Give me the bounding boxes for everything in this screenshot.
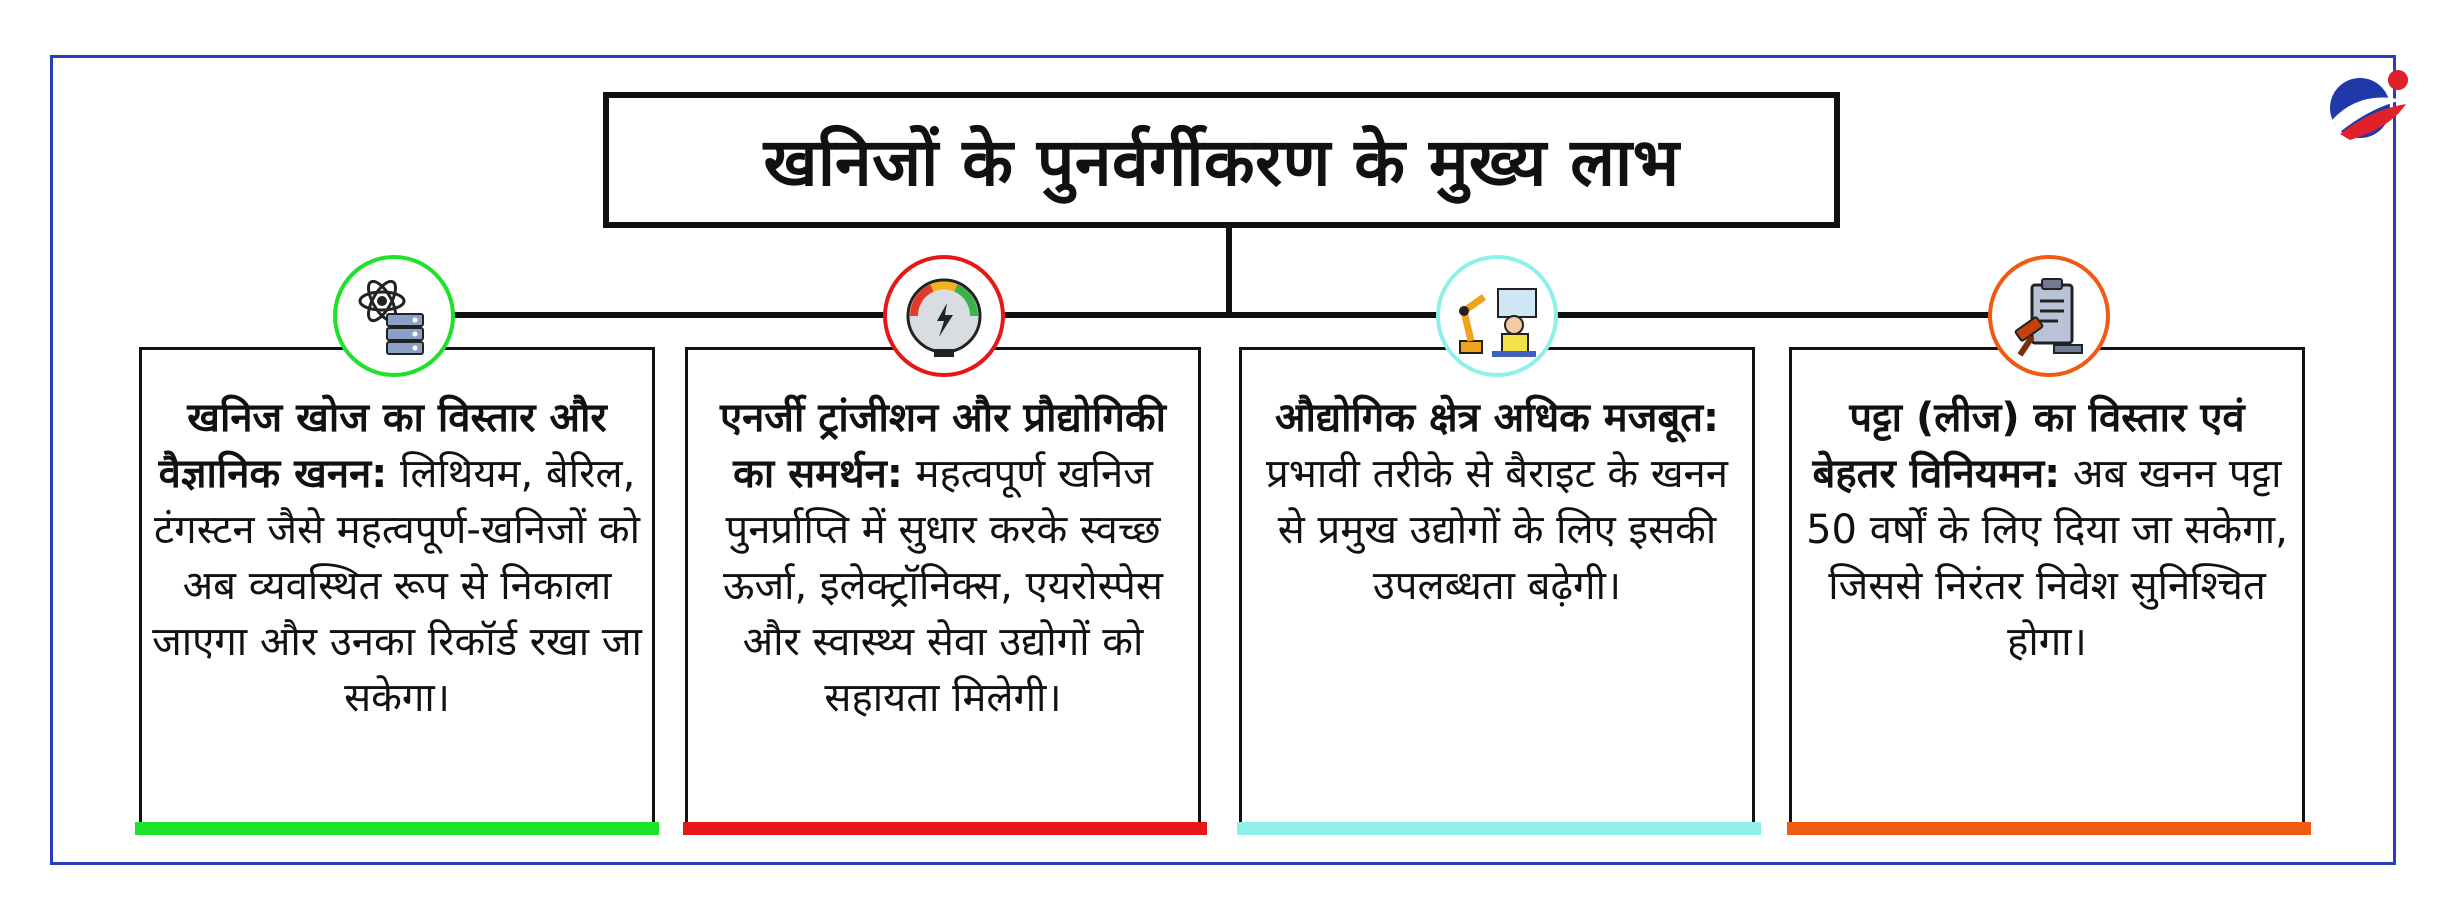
card-text: महत्वपूर्ण खनिज पुनर्प्राप्ति में सुधार करके स्वच्छ ऊर्जा, इलेक्ट्रॉनिक्स, एयरोस्पेस और स्वास्थ्य सेवा उद्योगों को सहायता मिलेगी। [723,451,1163,721]
card-energy-transition [685,347,1201,833]
card-industrial-sector [1239,347,1755,833]
card-badge [1436,255,1558,377]
energy-gauge-icon [887,259,1001,373]
card-lease-extension [1789,347,2305,833]
card-accent-orange [1787,822,2311,835]
card-badge [883,255,1005,377]
card-title: खनिज खोज का विस्तार और वैज्ञानिक खनन: [158,395,607,497]
page-title: खनिजों के पुनर्वर्गीकरण के मुख्य लाभ [763,124,1680,201]
card-accent-red [683,822,1207,835]
card-title: एनर्जी ट्रांजीशन और प्रौद्योगिकी का समर्थन: [719,395,1167,497]
card-mineral-exploration [139,347,655,833]
card-text: लिथियम, बेरिल, टंगस्टन जैसे महत्वपूर्ण-खनिजों को अब व्यवस्थित रूप से निकाला जाएगा और उनका रिकॉर्ड रखा जा सकेगा। [152,451,642,721]
connector-vertical [1226,228,1232,316]
card-accent-cyan [1237,822,1761,835]
title-box [603,92,1840,228]
industrial-robot-icon [1440,259,1554,373]
card-badge [1988,255,2110,377]
card-text: अब खनन पट्टा 50 वर्षों के लिए दिया जा सकेगा, जिससे निरंतर निवेश सुनिश्चित होगा। [1806,451,2288,665]
card-badge [333,255,455,377]
card-title: पट्टा (लीज) का विस्तार एवं बेहतर विनियमन: [1812,395,2245,497]
brand-logo-icon [2310,50,2420,160]
atom-server-icon [337,259,451,373]
connector-horizontal [395,312,2095,318]
card-text: प्रभावी तरीके से बैराइट के खनन से प्रमुख उद्योगों के लिए इसकी उपलब्धता बढ़ेगी। [1266,451,1728,609]
card-title: औद्योगिक क्षेत्र अधिक मजबूत: [1274,395,1720,441]
legal-lease-icon [1992,259,2106,373]
card-accent-green [135,822,659,835]
